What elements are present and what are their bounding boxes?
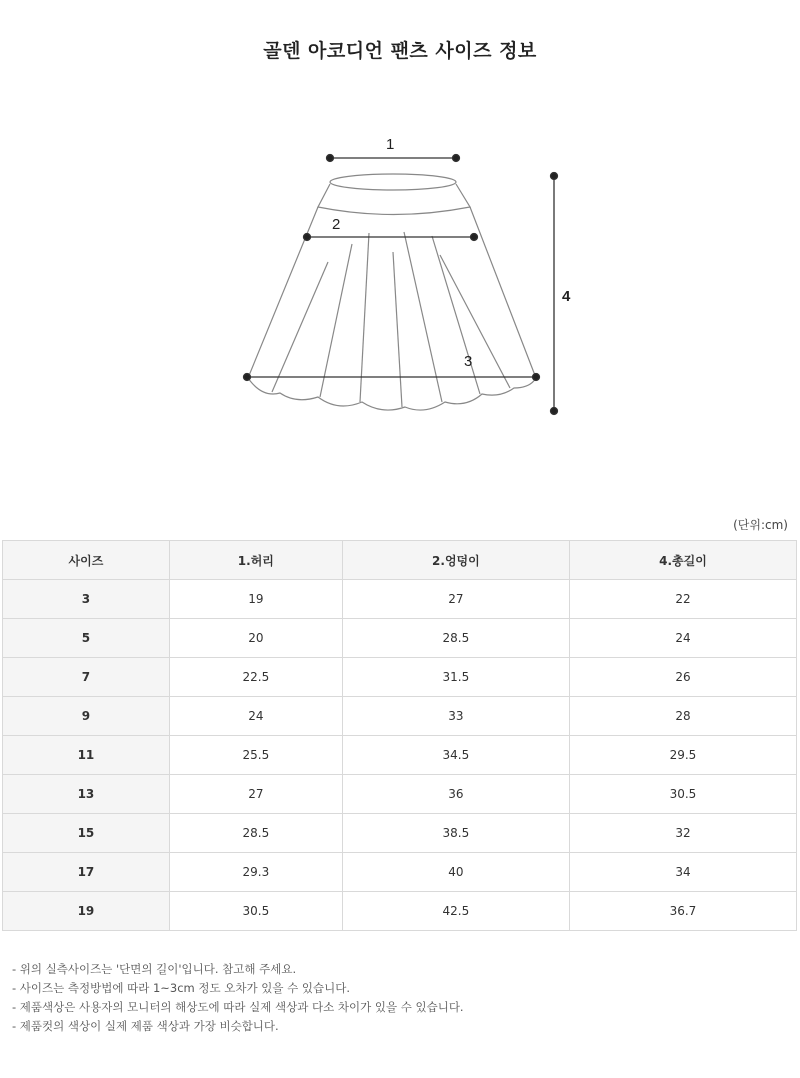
table-cell: 34 [569, 853, 796, 892]
table-cell: 26 [569, 658, 796, 697]
table-header-row [3, 541, 797, 580]
table-row [3, 619, 797, 658]
table-cell: 42.5 [342, 892, 569, 931]
size-cell: 13 [3, 775, 170, 814]
size-cell: 17 [3, 853, 170, 892]
measure-label-hip: 2 [332, 216, 341, 233]
measure-label-waist: 1 [386, 136, 395, 153]
table-row [3, 658, 797, 697]
table-cell: 24 [569, 619, 796, 658]
table-row [3, 775, 797, 814]
measure-label-hem: 3 [464, 353, 473, 370]
table-cell: 32 [569, 814, 796, 853]
skirt-measurement-diagram [230, 125, 590, 430]
table-cell: 30.5 [569, 775, 796, 814]
table-cell: 28.5 [169, 814, 342, 853]
size-table [2, 540, 797, 931]
table-cell: 22.5 [169, 658, 342, 697]
table-row [3, 580, 797, 619]
table-cell: 36.7 [569, 892, 796, 931]
note-line: - 위의 실측사이즈는 '단면의 길이'입니다. 참고해 주세요. [12, 962, 297, 976]
size-cell: 7 [3, 658, 170, 697]
size-cell: 3 [3, 580, 170, 619]
table-cell: 29.3 [169, 853, 342, 892]
table-cell: 27 [342, 580, 569, 619]
note-line: - 사이즈는 측정방법에 따라 1~3cm 정도 오차가 있을 수 있습니다. [12, 981, 351, 995]
skirt-outline [248, 174, 536, 410]
size-cell: 11 [3, 736, 170, 775]
table-cell: 30.5 [169, 892, 342, 931]
column-header: 4.총길이 [569, 541, 796, 580]
unit-label: (단위:cm) [733, 518, 788, 532]
column-header: 1.허리 [169, 541, 342, 580]
table-cell: 36 [342, 775, 569, 814]
note-line: - 제품색상은 사용자의 모니터의 해상도에 따라 실제 색상과 다소 차이가 있을 수 있습니다. [12, 1000, 464, 1014]
page-title: 골덴 아코디언 팬츠 사이즈 정보 [263, 40, 537, 62]
size-cell: 9 [3, 697, 170, 736]
size-notes [12, 960, 464, 1036]
note-line: - 제품컷의 색상이 실제 제품 색상과 가장 비슷합니다. [12, 1019, 279, 1033]
column-header: 2.엉덩이 [342, 541, 569, 580]
table-row [3, 736, 797, 775]
table-cell: 38.5 [342, 814, 569, 853]
table-cell: 31.5 [342, 658, 569, 697]
table-cell: 24 [169, 697, 342, 736]
table-cell: 40 [342, 853, 569, 892]
table-row [3, 697, 797, 736]
table-cell: 33 [342, 697, 569, 736]
size-cell: 5 [3, 619, 170, 658]
table-row [3, 814, 797, 853]
table-cell: 28 [569, 697, 796, 736]
measure-label-length: 4 [562, 288, 571, 305]
column-header: 사이즈 [3, 541, 170, 580]
table-cell: 29.5 [569, 736, 796, 775]
table-cell: 25.5 [169, 736, 342, 775]
table-cell: 27 [169, 775, 342, 814]
table-cell: 19 [169, 580, 342, 619]
table-row [3, 853, 797, 892]
table-row [3, 892, 797, 931]
table-cell: 22 [569, 580, 796, 619]
table-cell: 20 [169, 619, 342, 658]
table-cell: 34.5 [342, 736, 569, 775]
table-cell: 28.5 [342, 619, 569, 658]
size-cell: 19 [3, 892, 170, 931]
size-cell: 15 [3, 814, 170, 853]
